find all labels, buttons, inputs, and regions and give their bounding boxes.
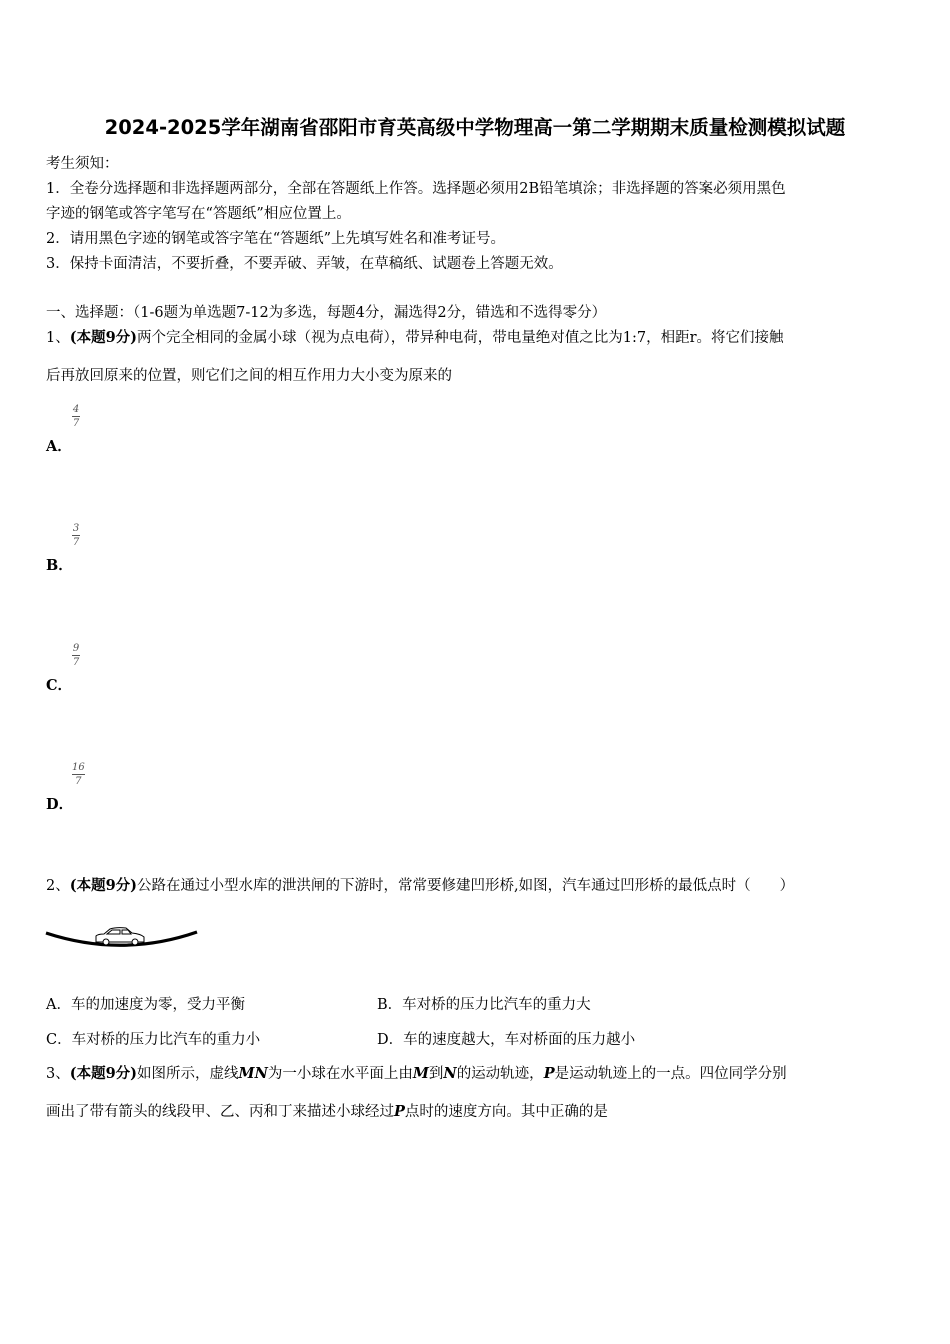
section-heading: 一、选择题：（1-6题为单选题7-12为多选，每题4分，漏选得2分，错选和不选得零分） [46,305,607,321]
fraction-bar [72,655,80,656]
question-text: 到 [428,1066,444,1082]
notice-item: 3．保持卡面清洁，不要折叠，不要弄破、弄皱，在草稿纸、试题卷上答题无效。 [46,256,563,272]
fraction-bar [72,774,85,775]
question-text: 的运动轨迹， [456,1066,544,1082]
fraction-denominator: 7 [72,537,80,548]
option-b-fraction [72,523,80,548]
var-n: N [443,1065,457,1082]
option-a-label: A． [46,438,72,455]
question-number: 1、 [46,330,70,346]
question-text: 公路在通过小型水库的泄洪闸的下游时，常常要修建凹形桥,如图，汽车通过凹形桥的最低点时（ ） [137,878,795,894]
var-m: M [412,1065,429,1082]
question-2-line-1 [46,874,794,895]
fraction-denominator: 7 [72,657,80,668]
question-text: 两个完全相同的金属小球（视为点电荷），带异种电荷，带电量绝对值之比为1:7，相距r。将它们接触 [137,330,784,346]
fraction-numerator: 9 [72,643,80,654]
fraction-numerator: 3 [72,523,80,534]
option-d-label: D． [46,796,74,813]
var-p: P [394,1103,405,1120]
notice-heading: 考生须知： [46,156,119,172]
question-number: 3、 [46,1066,70,1082]
fraction-bar [72,416,80,417]
question-3-line-1 [46,1062,787,1083]
question-1-line-1 [46,326,784,347]
question-text: 为一小球在水平面上由 [267,1066,413,1082]
fraction-numerator: 4 [72,404,80,415]
option-b-label: B． [46,557,73,574]
q2-option-c: C．车对桥的压力比汽车的重力小 [46,1032,261,1048]
q2-option-a: A．车的加速度为零，受力平衡 [46,997,245,1013]
concave-bridge-car-figure [44,920,200,950]
question-text: 如图所示，虚线 [137,1066,239,1082]
fraction-numerator: 16 [72,762,85,773]
question-score-tag: (本题9分) [69,1065,138,1082]
fraction-denominator: 7 [72,418,80,429]
question-3-line-2 [46,1100,608,1121]
question-text: 画出了带有箭头的线段甲、乙、丙和丁来描述小球经过 [46,1104,394,1120]
question-text: 是运动轨迹上的一点。四位同学分别 [554,1066,787,1082]
option-c-label: C． [46,677,73,694]
fraction-bar [72,535,80,536]
notice-item: 字迹的钢笔或答字笔写在“答题纸”相应位置上。 [46,206,351,222]
q2-option-d: D．车的速度越大，车对桥面的压力越小 [377,1032,636,1048]
notice-item: 1．全卷分选择题和非选择题两部分，全部在答题纸上作答。选择题必须用2B铅笔填涂；非选择题的答案必须用黑色 [46,181,786,197]
option-c-fraction [72,643,80,668]
fraction-denominator: 7 [75,776,82,787]
var-mn: MN [238,1065,268,1082]
notice-item: 2．请用黑色字迹的钢笔或答字笔在“答题纸”上先填写姓名和准考证号。 [46,231,506,247]
var-p: P [543,1065,555,1082]
option-a-fraction [72,404,80,429]
q2-option-b: B．车对桥的压力比汽车的重力大 [377,997,591,1013]
question-score-tag: (本题9分) [69,329,138,346]
page-title: 2024-2025学年湖南省邵阳市育英高级中学物理高一第二学期期末质量检测模拟试题 [104,116,846,139]
question-text: 点时的速度方向。其中正确的是 [404,1104,608,1120]
car-icon [96,928,144,945]
option-d-fraction [72,762,85,787]
question-number: 2、 [46,878,70,894]
question-score-tag: (本题9分) [69,877,138,894]
question-1-line-2: 后再放回原来的位置，则它们之间的相互作用力大小变为原来的 [46,368,452,384]
